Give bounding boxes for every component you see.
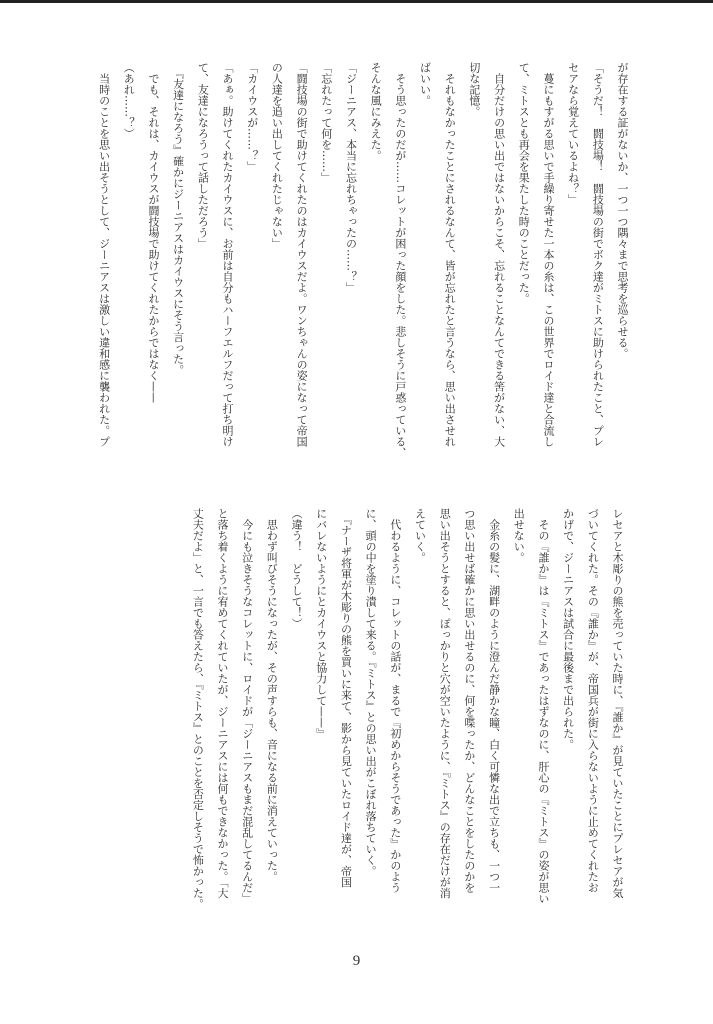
text-line: 代わるように、コレットの話が、まるで『初めからそうであった』かのよう bbox=[388, 508, 402, 893]
text-line: て、友達になろうって話しただろう」 bbox=[196, 62, 210, 249]
text-line: （違う！ どうして！） bbox=[290, 508, 304, 629]
text-line: 丈夫だよ」と、一言でも答えたら、『ミトス』とのことを否定しそうで怖かった。 bbox=[191, 508, 205, 910]
text-line: 出せない。 bbox=[512, 508, 526, 563]
text-line: 「そうだ！ 闘技場！ 闘技場の街でボク達がミトスに助けられたこと、プレ bbox=[591, 62, 605, 447]
text-line: その『誰か』は『ミトス』であったはずなのに、肝心の『ミトス』の姿が思い bbox=[536, 508, 550, 904]
upper-text-block bbox=[91, 62, 634, 482]
page-top-border bbox=[0, 0, 713, 3]
text-line: 「カイウスが……？」 bbox=[245, 62, 259, 172]
text-line: 「忘れたって何を……」 bbox=[319, 62, 333, 183]
text-line: えていく。 bbox=[413, 508, 427, 563]
text-line: 蔓にもすがる思いで手繰り寄せた一本の糸は、この世界でロイド達と合流し bbox=[541, 62, 555, 447]
text-line: て、ミトスとも再会を果たした時のことだった。 bbox=[517, 62, 531, 304]
page-number: 9 bbox=[352, 953, 361, 969]
text-line: ばいい。 bbox=[418, 62, 432, 106]
text-line: それもなかったことにされるなんて、皆が忘れたと言うなら、思い出させれ bbox=[443, 62, 457, 447]
text-line: 金糸の髪に、湖畔のように澄んだ静かな瞳、白く可憐な出で立ちも、一つ一 bbox=[487, 508, 501, 893]
text-line: 切な記憶。 bbox=[467, 62, 481, 117]
text-line: 「闘技場の街で助けてくれたのはカイウスだよ。ワンちゃんの姿になって帝国 bbox=[295, 62, 309, 447]
text-line: 思い出そうとすると、ぽっかりと穴が空いたように、『ミトス』の存在だけが消 bbox=[438, 508, 452, 899]
text-line: （あれ……？） bbox=[122, 62, 136, 139]
text-line: に、頭の中を塗り潰して来る。『ミトス』との思い出がこぼれ落ちていく。 bbox=[364, 508, 378, 877]
text-line: つ思い出せば確かに思い出せるのに、何を喋ったか、どんなことをしたのかを bbox=[462, 508, 476, 893]
text-line: 『ナーザ将軍が木彫りの熊を買いに来て、影から見ていたロイド達が、帝国 bbox=[339, 508, 353, 888]
text-line: 今にも泣きそうなコレットに、ロイドが「ジーニアスもまだ混乱してるんだ」 bbox=[240, 508, 254, 904]
text-line: が存在する証がないか、一つ一つ隅々まで思考を巡らせる。 bbox=[616, 62, 629, 359]
text-line: と落ち着くように宥めてくれていたが、ジーニアスには何もできなかった。「大 bbox=[216, 508, 229, 899]
text-line: の人達を追い出してくれたじゃない」 bbox=[270, 62, 284, 249]
text-line: そう思ったのだが……コレットが困った顔をした。悲しそうに戸惑っている、 bbox=[393, 62, 407, 458]
text-line: セアなら覚えているよね？」 bbox=[566, 62, 580, 205]
lower-text-block bbox=[184, 508, 629, 928]
text-line: レセアと木彫りの熊を売っていた時に、『誰か』が見ていたことにプレセアが気 bbox=[611, 508, 624, 899]
text-line: 『友達になろう』確かにジーニアスはカイウスにそう言った。 bbox=[171, 62, 185, 376]
text-line: かげで、ジーニアスは試合に最後まで出られた。 bbox=[561, 508, 575, 750]
text-line: にバレないようにとカイウスと協力して——』 bbox=[314, 508, 328, 739]
text-line: 当時のことを思い出そうとして、ジーニアスは激しい違和感に襲われた。プ bbox=[97, 62, 111, 447]
text-line: 「あぁ。助けてくれたカイウスに、お前は自分もハーフエルフだって打ち明け bbox=[221, 62, 234, 447]
text-line: 自分だけの思い出ではないからこそ、忘れることなんてできる筈がない、大 bbox=[492, 62, 506, 447]
text-line: でも、それは、カイウスが闘技場で助けてくれたからではなく—— bbox=[146, 62, 160, 403]
text-line: 思わず叫びそうになったが、その声すらも、音になる前に消えていった。 bbox=[265, 508, 279, 882]
text-line: 「ジーニアス、本当に忘れちゃったの……？」 bbox=[344, 62, 358, 293]
text-line: そんな風にみえた。 bbox=[369, 62, 383, 161]
text-line: づいてくれた。その『誰か』が、帝国兵が街に入らないように止めてくれたお bbox=[586, 508, 600, 893]
